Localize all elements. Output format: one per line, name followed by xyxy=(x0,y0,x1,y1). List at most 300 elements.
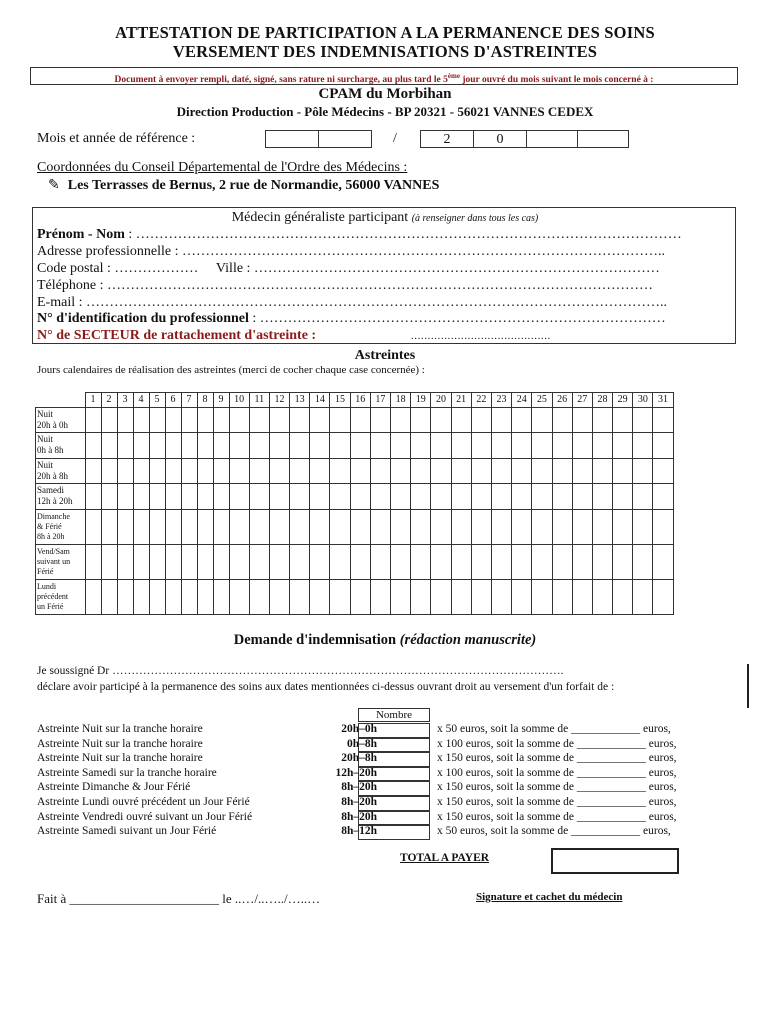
year-digit-4-field[interactable] xyxy=(577,130,629,148)
day-checkbox-cell[interactable] xyxy=(653,509,673,544)
form-title-line1: ATTESTATION DE PARTICIPATION A LA PERMANENCE DES SOINS xyxy=(115,23,655,42)
day-checkbox-cell[interactable] xyxy=(471,433,491,459)
day-checkbox-cell[interactable] xyxy=(613,579,633,614)
day-checkbox-cell[interactable] xyxy=(633,509,653,544)
day-checkbox-cell[interactable] xyxy=(133,544,149,579)
day-checkbox-cell[interactable] xyxy=(149,579,165,614)
day-checkbox-cell[interactable] xyxy=(133,458,149,484)
day-checkbox-cell[interactable] xyxy=(290,509,310,544)
day-checkbox-cell[interactable] xyxy=(310,458,330,484)
day-checkbox-cell[interactable] xyxy=(149,509,165,544)
row-rate[interactable]: x 150 euros, soit la somme de ____________ euros, xyxy=(437,752,677,765)
day-header: 28 xyxy=(592,393,612,408)
row-rate[interactable]: x 100 euros, soit la somme de ____________ euros, xyxy=(437,766,677,779)
reference-label: Mois et année de référence : xyxy=(37,131,196,146)
day-checkbox-cell[interactable] xyxy=(512,579,532,614)
day-checkbox-cell[interactable] xyxy=(491,407,511,433)
astreintes-title: Astreintes xyxy=(354,348,416,363)
day-checkbox-cell[interactable] xyxy=(491,544,511,579)
day-header: 26 xyxy=(552,393,572,408)
day-checkbox-cell[interactable] xyxy=(117,407,133,433)
day-checkbox-cell[interactable] xyxy=(512,484,532,510)
day-checkbox-cell[interactable] xyxy=(451,407,471,433)
year-digit-2-field[interactable]: 0 xyxy=(473,130,527,148)
grid-row-label: Nuit 20h à 8h xyxy=(36,458,86,484)
day-checkbox-cell[interactable] xyxy=(552,484,572,510)
day-checkbox-cell[interactable] xyxy=(572,458,592,484)
day-checkbox-cell[interactable] xyxy=(552,458,572,484)
month-digit-1-field[interactable] xyxy=(265,130,319,148)
day-checkbox-cell[interactable] xyxy=(653,433,673,459)
day-checkbox-cell[interactable] xyxy=(391,579,411,614)
day-checkbox-cell[interactable] xyxy=(197,579,213,614)
day-checkbox-cell[interactable] xyxy=(229,509,249,544)
row-rate[interactable]: x 150 euros, soit la somme de ____________ euros, xyxy=(437,781,677,794)
day-checkbox-cell[interactable] xyxy=(653,407,673,433)
day-header: 16 xyxy=(350,393,370,408)
day-checkbox-cell[interactable] xyxy=(491,484,511,510)
day-checkbox-cell[interactable] xyxy=(310,407,330,433)
day-checkbox-cell[interactable] xyxy=(370,458,390,484)
day-checkbox-cell[interactable] xyxy=(391,433,411,459)
day-checkbox-cell[interactable] xyxy=(653,544,673,579)
day-checkbox-cell[interactable] xyxy=(149,484,165,510)
day-checkbox-cell[interactable] xyxy=(310,433,330,459)
grid-row-label: Nuit 0h à 8h xyxy=(36,433,86,459)
day-checkbox-cell[interactable] xyxy=(653,484,673,510)
day-checkbox-cell[interactable] xyxy=(117,458,133,484)
day-checkbox-cell[interactable] xyxy=(249,433,269,459)
indemnisation-row xyxy=(37,796,737,811)
day-checkbox-cell[interactable] xyxy=(633,407,653,433)
day-checkbox-cell[interactable] xyxy=(101,407,117,433)
day-checkbox-cell[interactable] xyxy=(213,509,229,544)
day-checkbox-cell[interactable] xyxy=(431,433,451,459)
day-checkbox-cell[interactable] xyxy=(181,433,197,459)
day-checkbox-cell[interactable] xyxy=(290,579,310,614)
day-checkbox-cell[interactable] xyxy=(592,484,612,510)
day-checkbox-cell[interactable] xyxy=(411,544,431,579)
day-checkbox-cell[interactable] xyxy=(391,458,411,484)
day-checkbox-cell[interactable] xyxy=(213,544,229,579)
nombre-field[interactable] xyxy=(358,781,430,796)
email-field[interactable]: E-mail : …………………………………………………………………………………………………………….. xyxy=(37,295,667,310)
day-checkbox-cell[interactable] xyxy=(411,458,431,484)
day-checkbox-cell[interactable] xyxy=(411,433,431,459)
day-checkbox-cell[interactable] xyxy=(85,544,101,579)
day-checkbox-cell[interactable] xyxy=(133,484,149,510)
day-checkbox-cell[interactable] xyxy=(552,509,572,544)
day-checkbox-cell[interactable] xyxy=(165,509,181,544)
day-header: 4 xyxy=(133,393,149,408)
day-checkbox-cell[interactable] xyxy=(213,579,229,614)
row-hours: 8h–20h xyxy=(341,796,377,808)
day-checkbox-cell[interactable] xyxy=(229,458,249,484)
day-checkbox-cell[interactable] xyxy=(572,433,592,459)
nombre-field[interactable] xyxy=(358,723,430,738)
total-label: TOTAL A PAYER xyxy=(400,852,490,864)
ordre-label: Coordonnées du Conseil Départemental de l'Ordre des Médecins : xyxy=(37,160,408,175)
day-checkbox-cell[interactable] xyxy=(532,433,552,459)
row-label: Astreinte Samedi sur la tranche horaire xyxy=(37,766,217,779)
day-checkbox-cell[interactable] xyxy=(391,407,411,433)
day-checkbox-cell[interactable] xyxy=(431,579,451,614)
fait-a-line[interactable]: Fait à _______________________ le ..…/..…../…..… xyxy=(37,891,321,906)
day-checkbox-cell[interactable] xyxy=(532,544,552,579)
day-checkbox-cell[interactable] xyxy=(592,509,612,544)
row-rate[interactable]: x 50 euros, soit la somme de ____________ euros, xyxy=(437,723,671,735)
day-checkbox-cell[interactable] xyxy=(330,484,350,510)
day-checkbox-cell[interactable] xyxy=(330,509,350,544)
nombre-field[interactable] xyxy=(358,811,430,826)
day-checkbox-cell[interactable] xyxy=(552,544,572,579)
day-checkbox-cell[interactable] xyxy=(85,579,101,614)
day-checkbox-cell[interactable] xyxy=(197,509,213,544)
day-checkbox-cell[interactable] xyxy=(431,509,451,544)
row-label: Astreinte Vendredi ouvré suivant un Jour Férié xyxy=(37,810,253,823)
day-checkbox-cell[interactable] xyxy=(197,544,213,579)
day-checkbox-cell[interactable] xyxy=(532,458,552,484)
day-checkbox-cell[interactable] xyxy=(572,407,592,433)
day-checkbox-cell[interactable] xyxy=(613,433,633,459)
row-label: Astreinte Samedi suivant un Jour Férié xyxy=(37,825,217,838)
day-checkbox-cell[interactable] xyxy=(633,433,653,459)
row-hours: 12h–20h xyxy=(335,766,377,779)
year-digit-1-field[interactable]: 2 xyxy=(420,130,474,148)
code-postal-field[interactable]: Code postal : ……………… Ville : …………………………………………………………………………… xyxy=(37,261,660,276)
day-checkbox-cell[interactable] xyxy=(249,407,269,433)
day-checkbox-cell[interactable] xyxy=(512,544,532,579)
day-checkbox-cell[interactable] xyxy=(165,433,181,459)
day-checkbox-cell[interactable] xyxy=(213,433,229,459)
day-header: 18 xyxy=(391,393,411,408)
day-checkbox-cell[interactable] xyxy=(370,544,390,579)
day-checkbox-cell[interactable] xyxy=(117,509,133,544)
day-checkbox-cell[interactable] xyxy=(532,484,552,510)
day-checkbox-cell[interactable] xyxy=(431,544,451,579)
day-checkbox-cell[interactable] xyxy=(165,544,181,579)
day-checkbox-cell[interactable] xyxy=(249,458,269,484)
day-checkbox-cell[interactable] xyxy=(330,407,350,433)
day-header: 14 xyxy=(310,393,330,408)
day-checkbox-cell[interactable] xyxy=(613,484,633,510)
day-checkbox-cell[interactable] xyxy=(149,544,165,579)
day-checkbox-cell[interactable] xyxy=(350,433,370,459)
day-checkbox-cell[interactable] xyxy=(633,579,653,614)
day-checkbox-cell[interactable] xyxy=(85,484,101,510)
day-checkbox-cell[interactable] xyxy=(451,509,471,544)
day-checkbox-cell[interactable] xyxy=(370,484,390,510)
indemnisation-row xyxy=(37,811,737,826)
day-checkbox-cell[interactable] xyxy=(350,407,370,433)
day-checkbox-cell[interactable] xyxy=(512,433,532,459)
day-checkbox-cell[interactable] xyxy=(552,433,572,459)
day-checkbox-cell[interactable] xyxy=(149,458,165,484)
day-checkbox-cell[interactable] xyxy=(269,579,289,614)
nombre-field[interactable] xyxy=(358,796,430,811)
day-checkbox-cell[interactable] xyxy=(165,407,181,433)
day-checkbox-cell[interactable] xyxy=(229,407,249,433)
astreintes-instruction: Jours calendaires de réalisation des astreintes (merci de cocher chaque case concernée) : xyxy=(37,364,425,376)
day-checkbox-cell[interactable] xyxy=(85,433,101,459)
day-checkbox-cell[interactable] xyxy=(310,544,330,579)
row-hours: 8h–20h xyxy=(341,810,377,823)
day-checkbox-cell[interactable] xyxy=(592,544,612,579)
day-header: 24 xyxy=(512,393,532,408)
day-checkbox-cell[interactable] xyxy=(471,579,491,614)
day-checkbox-cell[interactable] xyxy=(431,484,451,510)
day-checkbox-cell[interactable] xyxy=(213,484,229,510)
day-header: 3 xyxy=(117,393,133,408)
day-checkbox-cell[interactable] xyxy=(117,579,133,614)
day-checkbox-cell[interactable] xyxy=(197,433,213,459)
day-checkbox-cell[interactable] xyxy=(249,544,269,579)
day-checkbox-cell[interactable] xyxy=(101,509,117,544)
day-checkbox-cell[interactable] xyxy=(117,433,133,459)
day-header: 11 xyxy=(249,393,269,408)
day-checkbox-cell[interactable] xyxy=(451,433,471,459)
day-header: 10 xyxy=(229,393,249,408)
day-checkbox-cell[interactable] xyxy=(491,433,511,459)
day-checkbox-cell[interactable] xyxy=(290,544,310,579)
telephone-field[interactable]: Téléphone : ……………………………………………………………………………………………………… xyxy=(37,278,653,293)
day-checkbox-cell[interactable] xyxy=(653,579,673,614)
day-header: 23 xyxy=(491,393,511,408)
day-checkbox-cell[interactable] xyxy=(370,579,390,614)
day-checkbox-cell[interactable] xyxy=(512,458,532,484)
day-header: 21 xyxy=(451,393,471,408)
day-checkbox-cell[interactable] xyxy=(491,579,511,614)
day-checkbox-cell[interactable] xyxy=(197,484,213,510)
day-checkbox-cell[interactable] xyxy=(471,458,491,484)
margin-bar xyxy=(747,664,749,708)
day-checkbox-cell[interactable] xyxy=(613,544,633,579)
day-checkbox-cell[interactable] xyxy=(653,458,673,484)
day-checkbox-cell[interactable] xyxy=(431,407,451,433)
adresse-field[interactable]: Adresse professionnelle : ………………………………………………………………………………………….. xyxy=(37,244,666,259)
day-checkbox-cell[interactable] xyxy=(512,509,532,544)
day-checkbox-cell[interactable] xyxy=(451,458,471,484)
day-checkbox-cell[interactable] xyxy=(181,484,197,510)
ordre-address: ✎ Les Terrasses de Bernus, 2 rue de Normandie, 56000 VANNES xyxy=(48,178,440,193)
submission-notice: Document à envoyer rempli, daté, signé, sans rature ni surcharge, au plus tard le 5ème jour ouvré du mois suivant le mois concerné à : xyxy=(30,67,738,85)
grid-row-label: Samedi 12h à 20h xyxy=(36,484,86,510)
row-rate[interactable]: x 150 euros, soit la somme de ____________ euros, xyxy=(437,796,677,808)
nombre-field[interactable] xyxy=(358,752,430,767)
day-checkbox-cell[interactable] xyxy=(269,484,289,510)
day-checkbox-cell[interactable] xyxy=(249,579,269,614)
day-checkbox-cell[interactable] xyxy=(290,484,310,510)
year-digit-3-field[interactable] xyxy=(526,130,578,148)
day-checkbox-cell[interactable] xyxy=(613,407,633,433)
day-checkbox-cell[interactable] xyxy=(350,458,370,484)
day-checkbox-cell[interactable] xyxy=(431,458,451,484)
day-header: 15 xyxy=(330,393,350,408)
day-checkbox-cell[interactable] xyxy=(512,407,532,433)
day-header: 7 xyxy=(181,393,197,408)
indemnisation-row xyxy=(37,781,737,796)
signature-label: Signature et cachet du médecin xyxy=(476,891,623,903)
pencil-icon: ✎ xyxy=(48,178,60,193)
identification-field[interactable]: N° d'identification du professionnel : …………………………………………………………………………… xyxy=(37,311,666,326)
day-checkbox-cell[interactable] xyxy=(133,579,149,614)
day-checkbox-cell[interactable] xyxy=(290,407,310,433)
day-checkbox-cell[interactable] xyxy=(133,509,149,544)
row-rate[interactable]: x 150 euros, soit la somme de ____________ euros, xyxy=(437,810,677,823)
day-checkbox-cell[interactable] xyxy=(269,509,289,544)
nombre-field[interactable] xyxy=(358,767,430,782)
day-checkbox-cell[interactable] xyxy=(411,509,431,544)
day-checkbox-cell[interactable] xyxy=(101,458,117,484)
grid-row-label: Nuit 20h à 0h xyxy=(36,407,86,433)
day-checkbox-cell[interactable] xyxy=(269,433,289,459)
day-checkbox-cell[interactable] xyxy=(229,544,249,579)
day-checkbox-cell[interactable] xyxy=(165,484,181,510)
day-checkbox-cell[interactable] xyxy=(572,579,592,614)
day-checkbox-cell[interactable] xyxy=(197,407,213,433)
day-checkbox-cell[interactable] xyxy=(181,407,197,433)
day-checkbox-cell[interactable] xyxy=(85,407,101,433)
nombre-field[interactable] xyxy=(358,738,430,753)
day-checkbox-cell[interactable] xyxy=(532,407,552,433)
reference-separator: / xyxy=(393,131,397,146)
day-checkbox-cell[interactable] xyxy=(269,407,289,433)
day-checkbox-cell[interactable] xyxy=(411,579,431,614)
month-digit-2-field[interactable] xyxy=(318,130,372,148)
day-checkbox-cell[interactable] xyxy=(552,407,572,433)
day-checkbox-cell[interactable] xyxy=(330,544,350,579)
day-checkbox-cell[interactable] xyxy=(592,579,612,614)
row-rate[interactable]: x 50 euros, soit la somme de ____________ euros, xyxy=(437,825,671,838)
row-rate[interactable]: x 100 euros, soit la somme de ____________ euros, xyxy=(437,737,677,750)
day-checkbox-cell[interactable] xyxy=(350,544,370,579)
day-checkbox-cell[interactable] xyxy=(133,407,149,433)
indemnisation-row xyxy=(37,738,737,753)
day-checkbox-cell[interactable] xyxy=(133,433,149,459)
day-checkbox-cell[interactable] xyxy=(613,458,633,484)
day-checkbox-cell[interactable] xyxy=(552,579,572,614)
nombre-field[interactable] xyxy=(358,825,430,840)
row-hours: 8h–12h xyxy=(341,825,377,838)
day-checkbox-cell[interactable] xyxy=(451,544,471,579)
day-checkbox-cell[interactable] xyxy=(491,509,511,544)
day-checkbox-cell[interactable] xyxy=(592,433,612,459)
day-checkbox-cell[interactable] xyxy=(101,544,117,579)
day-checkbox-cell[interactable] xyxy=(572,509,592,544)
day-checkbox-cell[interactable] xyxy=(613,509,633,544)
secteur-field[interactable]: N° de SECTEUR de rattachement d'astreinte : …………………………………… xyxy=(37,328,551,343)
day-checkbox-cell[interactable] xyxy=(197,458,213,484)
ville-field[interactable]: Ville : …………………………………………………………………………… xyxy=(215,261,660,276)
day-checkbox-cell[interactable] xyxy=(310,484,330,510)
day-checkbox-cell[interactable] xyxy=(269,544,289,579)
day-checkbox-cell[interactable] xyxy=(370,407,390,433)
day-checkbox-cell[interactable] xyxy=(101,579,117,614)
day-checkbox-cell[interactable] xyxy=(391,509,411,544)
day-checkbox-cell[interactable] xyxy=(471,484,491,510)
day-header: 29 xyxy=(613,393,633,408)
day-checkbox-cell[interactable] xyxy=(572,544,592,579)
day-checkbox-cell[interactable] xyxy=(572,484,592,510)
day-checkbox-cell[interactable] xyxy=(117,544,133,579)
day-checkbox-cell[interactable] xyxy=(229,433,249,459)
day-checkbox-cell[interactable] xyxy=(149,433,165,459)
day-checkbox-cell[interactable] xyxy=(330,458,350,484)
day-checkbox-cell[interactable] xyxy=(532,509,552,544)
day-checkbox-cell[interactable] xyxy=(101,433,117,459)
day-checkbox-cell[interactable] xyxy=(85,458,101,484)
day-checkbox-cell[interactable] xyxy=(310,509,330,544)
day-header: 8 xyxy=(197,393,213,408)
day-checkbox-cell[interactable] xyxy=(181,458,197,484)
day-checkbox-cell[interactable] xyxy=(411,484,431,510)
day-checkbox-cell[interactable] xyxy=(310,579,330,614)
day-checkbox-cell[interactable] xyxy=(350,484,370,510)
day-checkbox-cell[interactable] xyxy=(290,458,310,484)
day-checkbox-cell[interactable] xyxy=(633,544,653,579)
day-checkbox-cell[interactable] xyxy=(85,509,101,544)
day-checkbox-cell[interactable] xyxy=(101,484,117,510)
day-checkbox-cell[interactable] xyxy=(290,433,310,459)
day-checkbox-cell[interactable] xyxy=(491,458,511,484)
day-checkbox-cell[interactable] xyxy=(391,484,411,510)
day-checkbox-cell[interactable] xyxy=(633,458,653,484)
day-checkbox-cell[interactable] xyxy=(117,484,133,510)
org-address: Direction Production - Pôle Médecins - BP 20321 - 56021 VANNES CEDEX xyxy=(176,104,594,119)
day-checkbox-cell[interactable] xyxy=(471,509,491,544)
day-checkbox-cell[interactable] xyxy=(350,509,370,544)
day-header: 20 xyxy=(431,393,451,408)
day-checkbox-cell[interactable] xyxy=(451,579,471,614)
day-checkbox-cell[interactable] xyxy=(370,509,390,544)
day-checkbox-cell[interactable] xyxy=(471,407,491,433)
row-label: Astreinte Lundi ouvré précédent un Jour Férié xyxy=(37,796,250,808)
day-checkbox-cell[interactable] xyxy=(165,579,181,614)
day-checkbox-cell[interactable] xyxy=(181,579,197,614)
soussigne-line[interactable]: Je soussigné Dr ………………………………………………………………………………………………………. xyxy=(37,665,564,677)
day-checkbox-cell[interactable] xyxy=(181,509,197,544)
day-checkbox-cell[interactable] xyxy=(269,458,289,484)
day-checkbox-cell[interactable] xyxy=(592,407,612,433)
row-label: Astreinte Nuit sur la tranche horaire xyxy=(37,723,203,735)
prenom-nom-field[interactable]: Prénom - Nom : ……………………………………………………………………………………………………… xyxy=(37,227,682,242)
day-checkbox-cell[interactable] xyxy=(213,458,229,484)
day-checkbox-cell[interactable] xyxy=(330,579,350,614)
day-checkbox-cell[interactable] xyxy=(350,579,370,614)
day-checkbox-cell[interactable] xyxy=(532,579,552,614)
day-checkbox-cell[interactable] xyxy=(149,407,165,433)
day-checkbox-cell[interactable] xyxy=(249,484,269,510)
day-checkbox-cell[interactable] xyxy=(213,407,229,433)
day-checkbox-cell[interactable] xyxy=(471,544,491,579)
day-checkbox-cell[interactable] xyxy=(592,458,612,484)
day-checkbox-cell[interactable] xyxy=(181,544,197,579)
day-checkbox-cell[interactable] xyxy=(370,433,390,459)
day-header: 13 xyxy=(290,393,310,408)
day-checkbox-cell[interactable] xyxy=(451,484,471,510)
day-header: 17 xyxy=(370,393,390,408)
day-checkbox-cell[interactable] xyxy=(633,484,653,510)
day-checkbox-cell[interactable] xyxy=(165,458,181,484)
day-checkbox-cell[interactable] xyxy=(391,544,411,579)
day-header: 25 xyxy=(532,393,552,408)
total-field[interactable] xyxy=(551,848,679,874)
day-checkbox-cell[interactable] xyxy=(330,433,350,459)
day-checkbox-cell[interactable] xyxy=(229,579,249,614)
day-checkbox-cell[interactable] xyxy=(249,509,269,544)
day-checkbox-cell[interactable] xyxy=(229,484,249,510)
day-checkbox-cell[interactable] xyxy=(411,407,431,433)
